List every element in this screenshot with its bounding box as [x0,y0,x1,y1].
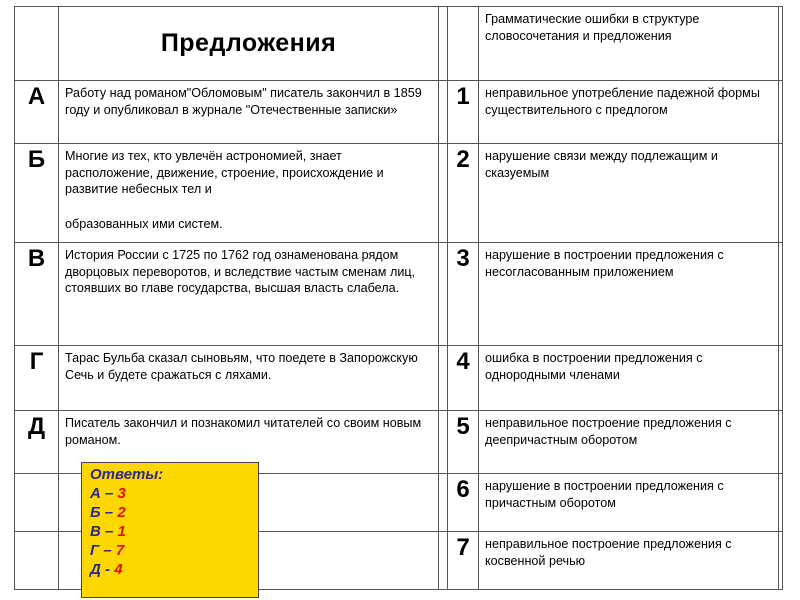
spacer-cell [439,474,448,532]
spacer-cell [439,144,448,243]
edge-cell [779,144,783,243]
sentence-letter: А [15,81,59,144]
header-row [15,7,783,81]
answer-separator: – [100,485,118,502]
empty-cell [15,474,59,532]
spacer-cell [439,7,448,81]
table-row [15,243,783,346]
answer-separator: – [100,504,118,521]
table-row [15,346,783,411]
answer-row [90,541,250,560]
sentence-text: Многие из тех, кто увлечён астрономией, знает расположение, движение, строение, происхождение и развитие небесных тел и [65,149,384,196]
error-text: ошибка в построении предложения с однородными членами [479,346,779,411]
spacer-cell [448,7,479,81]
answer-value: 3 [117,485,126,502]
error-number: 4 [448,346,479,411]
error-text: нарушение в построении предложения с несогласованным приложением [479,243,779,346]
edge-cell [779,474,783,532]
answer-separator: - [100,561,115,578]
error-number: 6 [448,474,479,532]
error-text: неправильное построение предложения с деепричастным оборотом [479,411,779,474]
sentence-text: Тарас Бульба сказал сыновьям, что поедете в Запорожскую Сечь и будете сражаться с ляхами. [59,346,439,411]
empty-cell [15,532,59,590]
edge-cell [779,346,783,411]
sentence-letter: Г [15,346,59,411]
error-text: нарушение связи между подлежащим и сказуемым [479,144,779,243]
error-number: 5 [448,411,479,474]
sentence-text: Работу над романом"Обломовым" писатель закончил в 1859 году и опубликовал в журнале "Отечественные записки» [59,81,439,144]
edge-cell [779,532,783,590]
sentence-letter: В [15,243,59,346]
answer-value: 7 [115,542,125,559]
error-number: 3 [448,243,479,346]
sentences-header: Предложения [59,7,439,81]
answer-separator: – [100,523,118,540]
answer-row [90,560,250,579]
answer-value: 4 [114,561,123,578]
edge-cell [779,81,783,144]
errors-header: Грамматические ошибки в структуре словосочетания и предложения [479,7,779,81]
answer-letter: А [90,485,101,502]
sentence-text: Писатель закончил и познакомил читателей со своим новым романом. [59,411,439,474]
answer-value: 1 [117,523,126,540]
answer-letter: Б [90,504,101,521]
sentence-letter: Д [15,411,59,474]
sentence-cell [59,144,439,243]
error-number: 7 [448,532,479,590]
spacer-cell [439,243,448,346]
answers-box [81,462,259,598]
error-number: 2 [448,144,479,243]
spacer-cell [439,346,448,411]
spacer-cell [439,81,448,144]
edge-cell [779,411,783,474]
table-row [15,81,783,144]
error-text: неправильное построение предложения с косвенной речью [479,532,779,590]
answer-value: 2 [117,504,126,521]
answer-letter: В [90,523,101,540]
answers-title: Ответы: [90,466,164,483]
sentence-letter: Б [15,144,59,243]
table-row [15,144,783,243]
answer-letter: Д [90,561,101,578]
spacer-cell [439,411,448,474]
answer-row [90,522,250,541]
error-text: неправильное употребление падежной формы существительного с предлогом [479,81,779,144]
corner-cell [15,7,59,81]
sentence-text-continuation: образованных ими систем. [65,216,223,231]
error-number: 1 [448,81,479,144]
answer-letter: Г [90,542,100,559]
sentence-text: История России с 1725 по 1762 год ознаменована рядом дворцовых переворотов, и вследствие частым сменам лиц, стоявших во главе государства, высшая власть слабела. [59,243,439,346]
error-text: нарушение в построении предложения с причастным оборотом [479,474,779,532]
edge-cell [779,243,783,346]
answer-row [90,484,250,503]
answer-separator: – [99,542,116,559]
answer-row [90,503,250,522]
spacer-cell [439,532,448,590]
edge-cell [779,7,783,81]
